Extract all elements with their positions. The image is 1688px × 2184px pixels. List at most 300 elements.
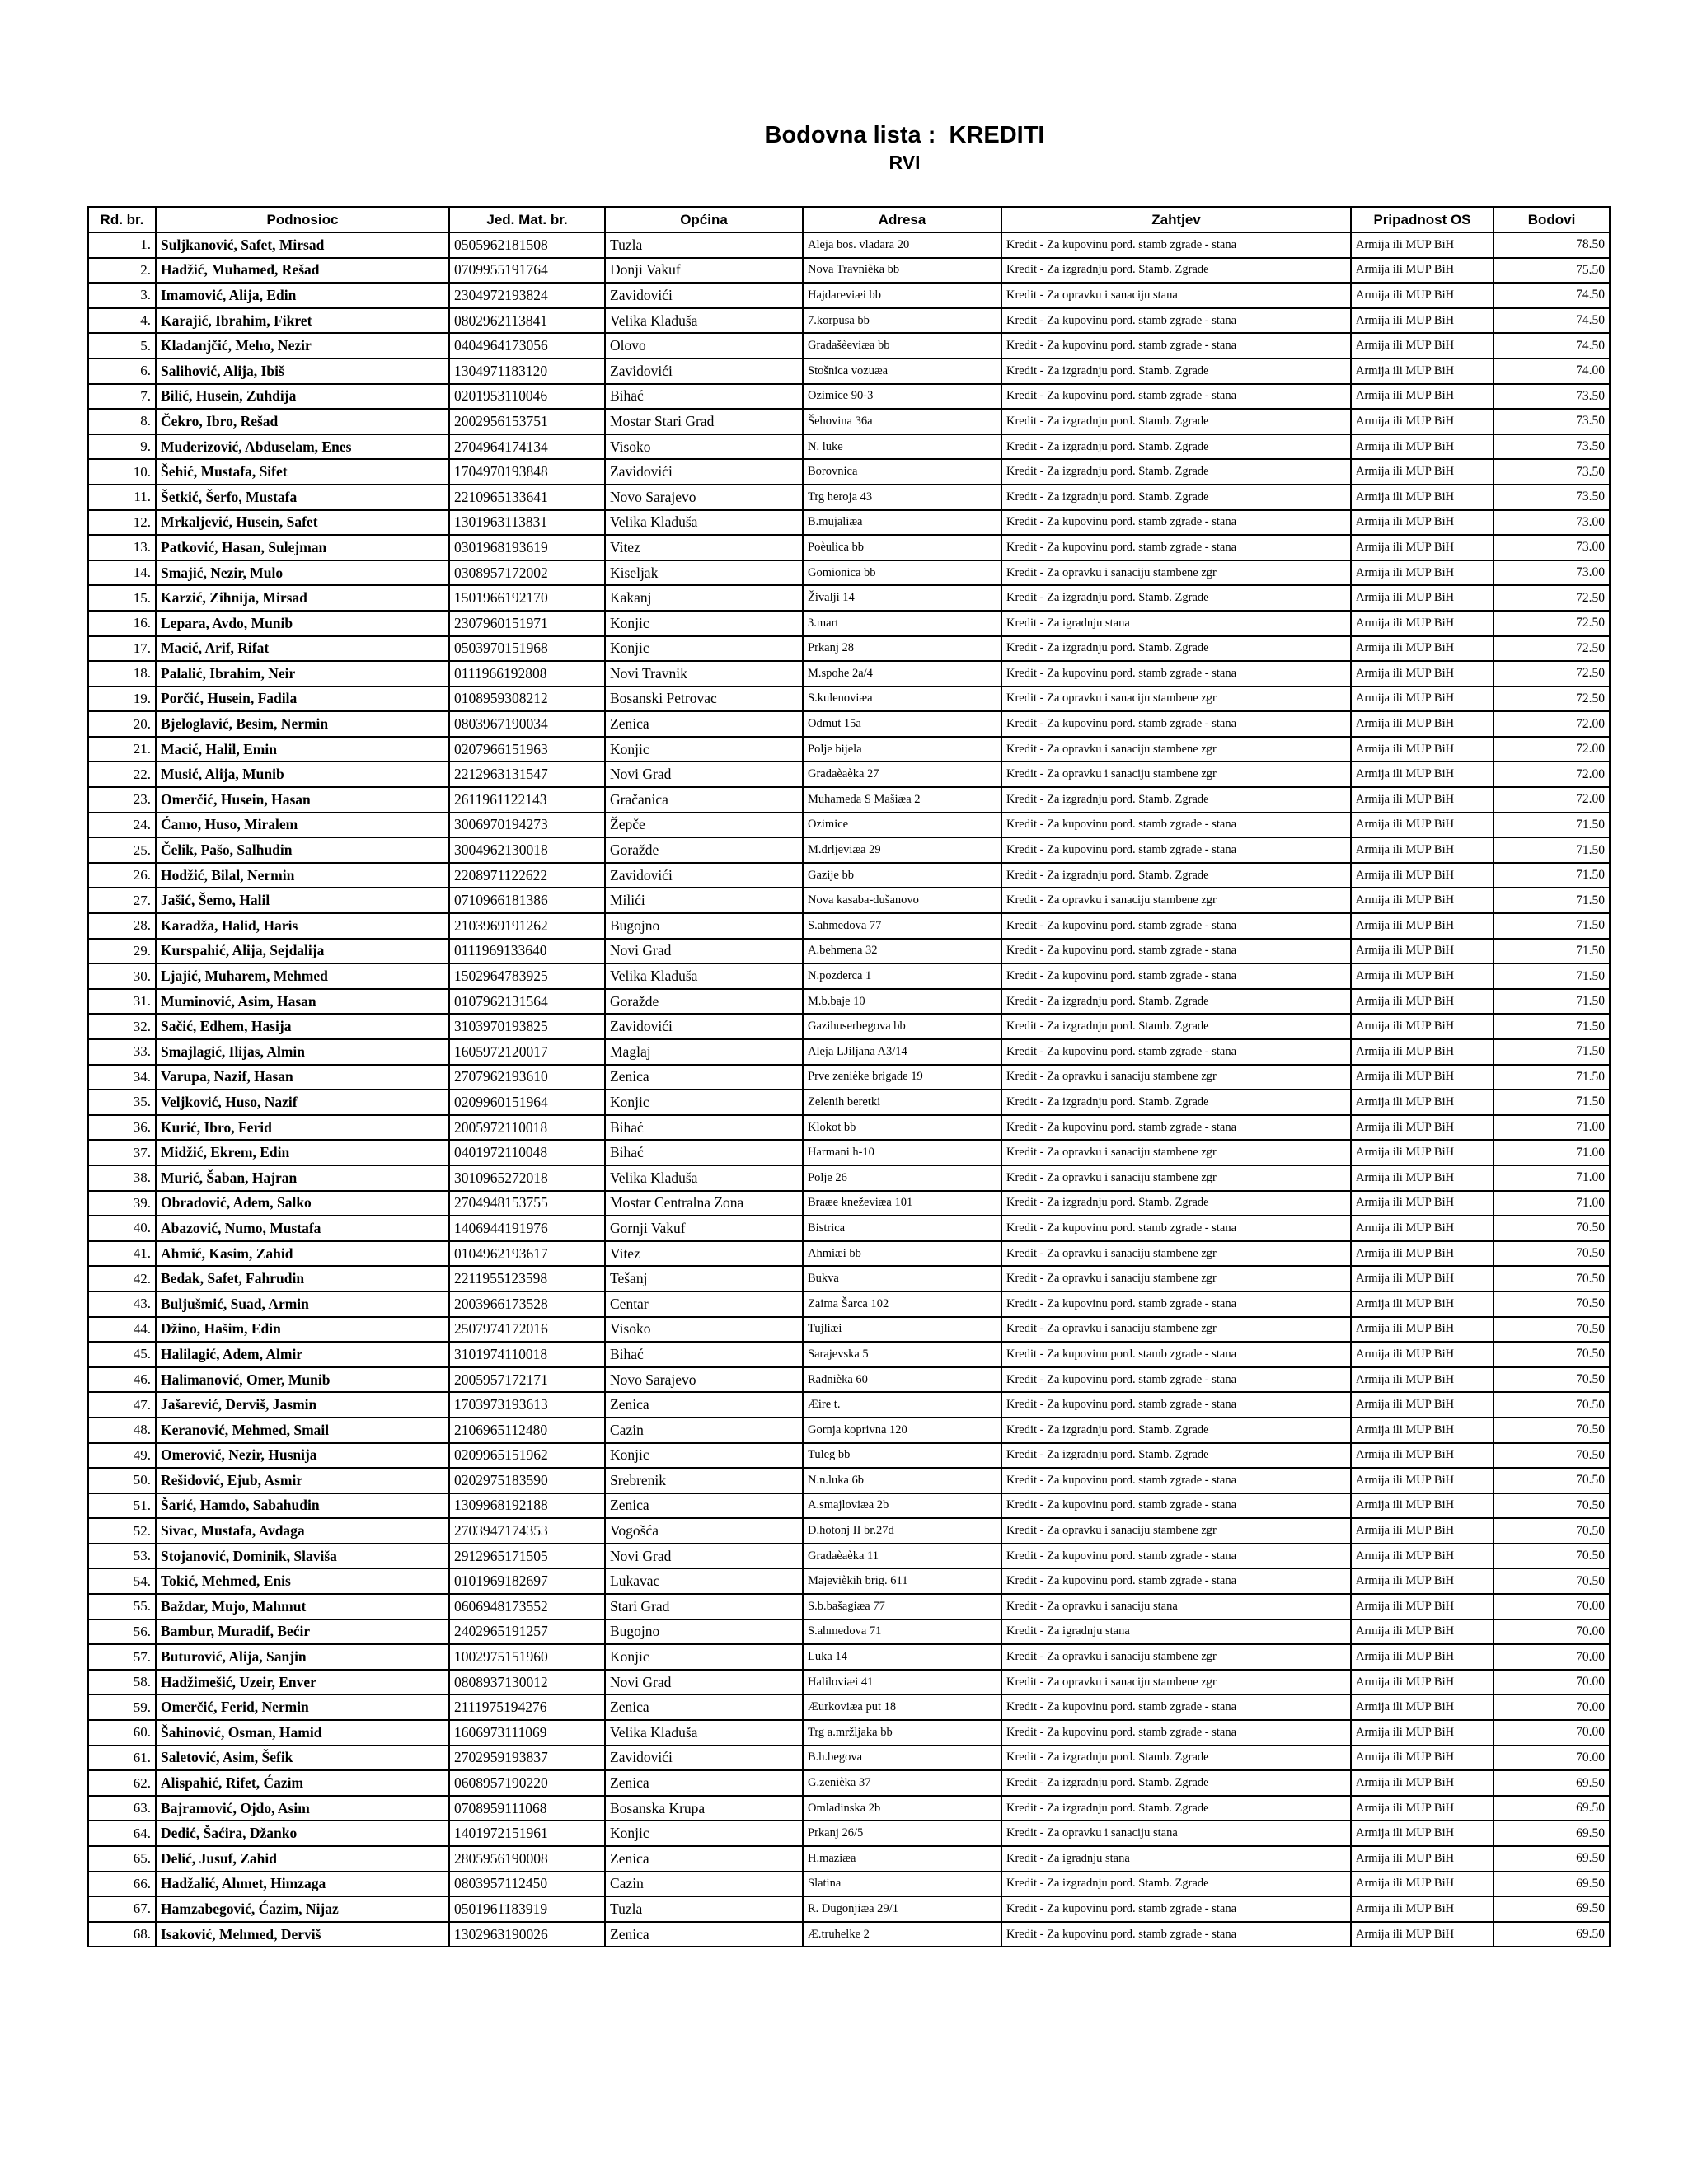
applicant-name-cell: Keranović, Mehmed, Smail: [156, 1418, 449, 1443]
municipality-cell: Olovo: [605, 333, 803, 359]
affiliation-cell: Armija ili MUP BiH: [1351, 1694, 1493, 1720]
applicant-name-cell: Sivac, Mustafa, Avdaga: [156, 1518, 449, 1544]
request-cell: Kredit - Za kupovinu pord. stamb zgrade - stana: [1001, 1694, 1351, 1720]
jmb-number-cell: 0104962193617: [449, 1241, 605, 1267]
table-row: [88, 1720, 1610, 1746]
row-number-cell: 16.: [88, 611, 156, 636]
table-row: [88, 661, 1610, 687]
applicant-name-cell: Halilagić, Adem, Almir: [156, 1342, 449, 1367]
address-cell: Aleja LJiljana A3/14: [803, 1039, 1001, 1065]
applicant-name-cell: Omerčić, Husein, Hasan: [156, 787, 449, 813]
points-cell: 73.50: [1493, 384, 1610, 410]
municipality-cell: Konjic: [605, 737, 803, 762]
jmb-number-cell: 3006970194273: [449, 813, 605, 838]
request-cell: Kredit - Za kupovinu pord. stamb zgrade - stana: [1001, 1039, 1351, 1065]
points-cell: 74.50: [1493, 308, 1610, 334]
jmb-number-cell: 2307960151971: [449, 611, 605, 636]
address-cell: Prve zenièke brigade 19: [803, 1065, 1001, 1090]
address-cell: Radnièka 60: [803, 1367, 1001, 1393]
points-cell: 71.00: [1493, 1140, 1610, 1165]
address-cell: Ozimice: [803, 813, 1001, 838]
table-row: [88, 1770, 1610, 1796]
request-cell: Kredit - Za izgradnju pord. Stamb. Zgrade: [1001, 863, 1351, 888]
municipality-cell: Bugojno: [605, 1619, 803, 1645]
request-cell: Kredit - Za kupovinu pord. stamb zgrade - stana: [1001, 1896, 1351, 1922]
points-cell: 69.50: [1493, 1872, 1610, 1897]
jmb-number-cell: 1002975151960: [449, 1644, 605, 1670]
request-cell: Kredit - Za kupovinu pord. stamb zgrade - stana: [1001, 711, 1351, 737]
table-row: [88, 1746, 1610, 1771]
jmb-number-cell: 1704970193848: [449, 459, 605, 485]
applicant-name-cell: Jašić, Šemo, Halil: [156, 888, 449, 913]
table-row: [88, 1922, 1610, 1947]
table-row: [88, 258, 1610, 284]
points-cell: 72.00: [1493, 762, 1610, 787]
applicant-name-cell: Kurić, Ibro, Ferid: [156, 1115, 449, 1141]
request-cell: Kredit - Za kupovinu pord. stamb zgrade - stana: [1001, 913, 1351, 939]
applicant-name-cell: Bajramović, Ojdo, Asim: [156, 1796, 449, 1821]
jmb-number-cell: 0401972110048: [449, 1140, 605, 1165]
points-cell: 71.50: [1493, 1039, 1610, 1065]
table-row: [88, 1644, 1610, 1670]
municipality-cell: Zenica: [605, 1694, 803, 1720]
municipality-cell: Zavidovići: [605, 283, 803, 308]
affiliation-cell: Armija ili MUP BiH: [1351, 1846, 1493, 1872]
applicant-name-cell: Porčić, Husein, Fadila: [156, 687, 449, 712]
row-number-cell: 64.: [88, 1821, 156, 1846]
table-row: [88, 1014, 1610, 1039]
applicant-name-cell: Karzić, Zihnija, Mirsad: [156, 585, 449, 611]
address-cell: Æire t.: [803, 1392, 1001, 1418]
affiliation-cell: Armija ili MUP BiH: [1351, 963, 1493, 989]
applicant-name-cell: Veljković, Huso, Nazif: [156, 1090, 449, 1115]
row-number-cell: 68.: [88, 1922, 156, 1947]
address-cell: Omladinska 2b: [803, 1796, 1001, 1821]
points-cell: 75.50: [1493, 258, 1610, 284]
jmb-number-cell: 0301968193619: [449, 535, 605, 560]
applicant-name-cell: Ćamo, Huso, Miralem: [156, 813, 449, 838]
row-number-cell: 31.: [88, 989, 156, 1015]
affiliation-cell: Armija ili MUP BiH: [1351, 837, 1493, 863]
jmb-number-cell: 2005957172171: [449, 1367, 605, 1393]
row-number-cell: 61.: [88, 1746, 156, 1771]
affiliation-cell: Armija ili MUP BiH: [1351, 1443, 1493, 1469]
row-number-cell: 59.: [88, 1694, 156, 1720]
affiliation-cell: Armija ili MUP BiH: [1351, 687, 1493, 712]
address-cell: Trg heroja 43: [803, 485, 1001, 510]
address-cell: N.pozderca 1: [803, 963, 1001, 989]
applicant-name-cell: Bambur, Muradif, Bećir: [156, 1619, 449, 1645]
affiliation-cell: Armija ili MUP BiH: [1351, 1165, 1493, 1191]
request-cell: Kredit - Za kupovinu pord. stamb zgrade - stana: [1001, 1468, 1351, 1493]
table-row: [88, 913, 1610, 939]
municipality-cell: Bihać: [605, 1342, 803, 1367]
column-header-podnosioc: Podnosioc: [156, 207, 449, 232]
points-cell: 71.50: [1493, 863, 1610, 888]
request-cell: Kredit - Za izgradnju pord. Stamb. Zgrade: [1001, 989, 1351, 1015]
address-cell: Šehovina 36a: [803, 409, 1001, 434]
address-cell: Harmani h-10: [803, 1140, 1001, 1165]
applicant-name-cell: Abazović, Numo, Mustafa: [156, 1216, 449, 1241]
affiliation-cell: Armija ili MUP BiH: [1351, 1896, 1493, 1922]
row-number-cell: 45.: [88, 1342, 156, 1367]
jmb-number-cell: 0209965151962: [449, 1443, 605, 1469]
address-cell: Klokot bb: [803, 1115, 1001, 1141]
table-row: [88, 636, 1610, 662]
jmb-number-cell: 1703973193613: [449, 1392, 605, 1418]
points-cell: 72.00: [1493, 787, 1610, 813]
row-number-cell: 43.: [88, 1291, 156, 1317]
row-number-cell: 1.: [88, 232, 156, 258]
affiliation-cell: Armija ili MUP BiH: [1351, 1468, 1493, 1493]
applicant-name-cell: Hadžimešić, Uzeir, Enver: [156, 1670, 449, 1695]
points-cell: 70.50: [1493, 1493, 1610, 1519]
request-cell: Kredit - Za kupovinu pord. stamb zgrade - stana: [1001, 1544, 1351, 1569]
request-cell: Kredit - Za izgradnju pord. Stamb. Zgrade: [1001, 1796, 1351, 1821]
jmb-number-cell: 0803967190034: [449, 711, 605, 737]
row-number-cell: 9.: [88, 434, 156, 460]
row-number-cell: 50.: [88, 1468, 156, 1493]
request-cell: Kredit - Za kupovinu pord. stamb zgrade - stana: [1001, 384, 1351, 410]
table-row: [88, 359, 1610, 384]
table-row: [88, 687, 1610, 712]
jmb-number-cell: 2703947174353: [449, 1518, 605, 1544]
request-cell: Kredit - Za opravku i sanaciju stambene zgr: [1001, 1670, 1351, 1695]
table-row: [88, 1468, 1610, 1493]
jmb-number-cell: 2210965133641: [449, 485, 605, 510]
affiliation-cell: Armija ili MUP BiH: [1351, 459, 1493, 485]
points-cell: 71.50: [1493, 939, 1610, 964]
municipality-cell: Velika Kladuša: [605, 308, 803, 334]
request-cell: Kredit - Za opravku i sanaciju stambene zgr: [1001, 560, 1351, 586]
request-cell: Kredit - Za izgradnju pord. Stamb. Zgrade: [1001, 258, 1351, 284]
municipality-cell: Lukavac: [605, 1568, 803, 1594]
affiliation-cell: Armija ili MUP BiH: [1351, 384, 1493, 410]
jmb-number-cell: 2611961122143: [449, 787, 605, 813]
municipality-cell: Cazin: [605, 1872, 803, 1897]
table-row: [88, 1115, 1610, 1141]
applicant-name-cell: Lepara, Avdo, Munib: [156, 611, 449, 636]
request-cell: Kredit - Za igradnju stana: [1001, 611, 1351, 636]
municipality-cell: Donji Vakuf: [605, 258, 803, 284]
table-row: [88, 1568, 1610, 1594]
jmb-number-cell: 2212963131547: [449, 762, 605, 787]
request-cell: Kredit - Za opravku i sanaciju stambene zgr: [1001, 762, 1351, 787]
request-cell: Kredit - Za opravku i sanaciju stambene zgr: [1001, 737, 1351, 762]
applicant-name-cell: Murić, Šaban, Hajran: [156, 1165, 449, 1191]
points-cell: 69.50: [1493, 1796, 1610, 1821]
municipality-cell: Bihać: [605, 1115, 803, 1141]
address-cell: Ahmiæi bb: [803, 1241, 1001, 1267]
applicant-name-cell: Palalić, Ibrahim, Neir: [156, 661, 449, 687]
affiliation-cell: Armija ili MUP BiH: [1351, 813, 1493, 838]
points-cell: 70.50: [1493, 1392, 1610, 1418]
column-header-zahtjev: Zahtjev: [1001, 207, 1351, 232]
row-number-cell: 4.: [88, 308, 156, 334]
jmb-number-cell: 3004962130018: [449, 837, 605, 863]
address-cell: G.zenièka 37: [803, 1770, 1001, 1796]
jmb-number-cell: 0802962113841: [449, 308, 605, 334]
column-header-jmb: Jed. Mat. br.: [449, 207, 605, 232]
row-number-cell: 19.: [88, 687, 156, 712]
points-cell: 70.50: [1493, 1216, 1610, 1241]
request-cell: Kredit - Za kupovinu pord. stamb zgrade - stana: [1001, 1342, 1351, 1367]
applicant-name-cell: Macić, Halil, Emin: [156, 737, 449, 762]
applicant-name-cell: Macić, Arif, Rifat: [156, 636, 449, 662]
address-cell: A.smajloviæa 2b: [803, 1493, 1001, 1519]
points-cell: 70.50: [1493, 1568, 1610, 1594]
table-row: [88, 1796, 1610, 1821]
jmb-number-cell: 0803957112450: [449, 1872, 605, 1897]
jmb-number-cell: 2002956153751: [449, 409, 605, 434]
jmb-number-cell: 0207966151963: [449, 737, 605, 762]
address-cell: Stošnica vozuæa: [803, 359, 1001, 384]
applicant-name-cell: Čelik, Pašo, Salhudin: [156, 837, 449, 863]
applicant-name-cell: Baždar, Mujo, Mahmut: [156, 1594, 449, 1619]
municipality-cell: Konjic: [605, 1090, 803, 1115]
jmb-number-cell: 1302963190026: [449, 1922, 605, 1947]
points-cell: 73.00: [1493, 535, 1610, 560]
table-row: [88, 1367, 1610, 1393]
municipality-cell: Bugojno: [605, 913, 803, 939]
points-cell: 70.50: [1493, 1241, 1610, 1267]
row-number-cell: 63.: [88, 1796, 156, 1821]
points-cell: 74.00: [1493, 359, 1610, 384]
applicant-name-cell: Obradović, Adem, Salko: [156, 1191, 449, 1216]
points-cell: 71.50: [1493, 963, 1610, 989]
points-cell: 70.00: [1493, 1619, 1610, 1645]
points-cell: 70.50: [1493, 1443, 1610, 1469]
address-cell: M.b.baje 10: [803, 989, 1001, 1015]
applicant-name-cell: Halimanović, Omer, Munib: [156, 1367, 449, 1393]
affiliation-cell: Armija ili MUP BiH: [1351, 485, 1493, 510]
jmb-number-cell: 0404964173056: [449, 333, 605, 359]
table-row: [88, 837, 1610, 863]
jmb-number-cell: 0503970151968: [449, 636, 605, 662]
points-cell: 71.50: [1493, 1065, 1610, 1090]
row-number-cell: 5.: [88, 333, 156, 359]
address-cell: S.ahmedova 77: [803, 913, 1001, 939]
affiliation-cell: Armija ili MUP BiH: [1351, 762, 1493, 787]
municipality-cell: Zenica: [605, 1392, 803, 1418]
address-cell: S.ahmedova 71: [803, 1619, 1001, 1645]
address-cell: Gornja koprivna 120: [803, 1418, 1001, 1443]
jmb-number-cell: 1606973111069: [449, 1720, 605, 1746]
municipality-cell: Zenica: [605, 1922, 803, 1947]
municipality-cell: Visoko: [605, 434, 803, 460]
row-number-cell: 54.: [88, 1568, 156, 1594]
affiliation-cell: Armija ili MUP BiH: [1351, 1922, 1493, 1947]
address-cell: 7.korpusa bb: [803, 308, 1001, 334]
address-cell: Zelenih beretki: [803, 1090, 1001, 1115]
applicant-name-cell: Saletović, Asim, Šefik: [156, 1746, 449, 1771]
jmb-number-cell: 1502964783925: [449, 963, 605, 989]
row-number-cell: 58.: [88, 1670, 156, 1695]
jmb-number-cell: 3103970193825: [449, 1014, 605, 1039]
request-cell: Kredit - Za kupovinu pord. stamb zgrade - stana: [1001, 1115, 1351, 1141]
request-cell: Kredit - Za izgradnju pord. Stamb. Zgrade: [1001, 434, 1351, 460]
jmb-number-cell: 2111975194276: [449, 1694, 605, 1720]
affiliation-cell: Armija ili MUP BiH: [1351, 1594, 1493, 1619]
table-row: [88, 485, 1610, 510]
affiliation-cell: Armija ili MUP BiH: [1351, 1493, 1493, 1519]
request-cell: Kredit - Za izgradnju pord. Stamb. Zgrade: [1001, 459, 1351, 485]
table-row: [88, 1896, 1610, 1922]
request-cell: Kredit - Za opravku i sanaciju stambene zgr: [1001, 1140, 1351, 1165]
jmb-number-cell: 1406944191976: [449, 1216, 605, 1241]
row-number-cell: 35.: [88, 1090, 156, 1115]
affiliation-cell: Armija ili MUP BiH: [1351, 1342, 1493, 1367]
request-cell: Kredit - Za kupovinu pord. stamb zgrade - stana: [1001, 333, 1351, 359]
address-cell: Haliloviæi 41: [803, 1670, 1001, 1695]
address-cell: Æurkoviæa put 18: [803, 1694, 1001, 1720]
request-cell: Kredit - Za kupovinu pord. stamb zgrade - stana: [1001, 1568, 1351, 1594]
address-cell: Majevièkih brig. 611: [803, 1568, 1001, 1594]
table-body: [88, 232, 1610, 1947]
jmb-number-cell: 0608957190220: [449, 1770, 605, 1796]
jmb-number-cell: 2211955123598: [449, 1266, 605, 1291]
table-row: [88, 888, 1610, 913]
points-cell: 74.50: [1493, 283, 1610, 308]
row-number-cell: 65.: [88, 1846, 156, 1872]
municipality-cell: Zenica: [605, 1846, 803, 1872]
jmb-number-cell: 0505962181508: [449, 232, 605, 258]
affiliation-cell: Armija ili MUP BiH: [1351, 737, 1493, 762]
row-number-cell: 17.: [88, 636, 156, 662]
municipality-cell: Zenica: [605, 1770, 803, 1796]
table-row: [88, 787, 1610, 813]
points-cell: 70.00: [1493, 1670, 1610, 1695]
applicant-name-cell: Suljkanović, Safet, Mirsad: [156, 232, 449, 258]
address-cell: Tuleg bb: [803, 1443, 1001, 1469]
applicant-name-cell: Šahinović, Osman, Hamid: [156, 1720, 449, 1746]
applicant-name-cell: Stojanović, Dominik, Slaviša: [156, 1544, 449, 1569]
address-cell: Gradaèaèka 27: [803, 762, 1001, 787]
request-cell: Kredit - Za opravku i sanaciju stambene zgr: [1001, 1241, 1351, 1267]
points-cell: 71.50: [1493, 888, 1610, 913]
request-cell: Kredit - Za kupovinu pord. stamb zgrade - stana: [1001, 837, 1351, 863]
row-number-cell: 66.: [88, 1872, 156, 1897]
applicant-name-cell: Kladanjčić, Meho, Nezir: [156, 333, 449, 359]
row-number-cell: 40.: [88, 1216, 156, 1241]
affiliation-cell: Armija ili MUP BiH: [1351, 1291, 1493, 1317]
points-cell: 73.00: [1493, 560, 1610, 586]
jmb-number-cell: 0107962131564: [449, 989, 605, 1015]
jmb-number-cell: 1304971183120: [449, 359, 605, 384]
jmb-number-cell: 2003966173528: [449, 1291, 605, 1317]
row-number-cell: 48.: [88, 1418, 156, 1443]
points-cell: 70.00: [1493, 1594, 1610, 1619]
address-cell: Hajdareviæi bb: [803, 283, 1001, 308]
request-cell: Kredit - Za izgradnju pord. Stamb. Zgrade: [1001, 1443, 1351, 1469]
row-number-cell: 67.: [88, 1896, 156, 1922]
table-row: [88, 1594, 1610, 1619]
affiliation-cell: Armija ili MUP BiH: [1351, 1644, 1493, 1670]
applicant-name-cell: Sačić, Edhem, Hasija: [156, 1014, 449, 1039]
address-cell: 3.mart: [803, 611, 1001, 636]
municipality-cell: Maglaj: [605, 1039, 803, 1065]
column-header-rd-br: Rd. br.: [88, 207, 156, 232]
table-row: [88, 711, 1610, 737]
municipality-cell: Konjic: [605, 1644, 803, 1670]
jmb-number-cell: 2507974172016: [449, 1317, 605, 1343]
applicant-name-cell: Omerović, Nezir, Husnija: [156, 1443, 449, 1469]
address-cell: Poèulica bb: [803, 535, 1001, 560]
address-cell: Polje 26: [803, 1165, 1001, 1191]
row-number-cell: 30.: [88, 963, 156, 989]
municipality-cell: Konjic: [605, 636, 803, 662]
request-cell: Kredit - Za opravku i sanaciju stana: [1001, 283, 1351, 308]
points-cell: 70.00: [1493, 1746, 1610, 1771]
affiliation-cell: Armija ili MUP BiH: [1351, 333, 1493, 359]
row-number-cell: 11.: [88, 485, 156, 510]
municipality-cell: Zavidovići: [605, 863, 803, 888]
points-cell: 74.50: [1493, 333, 1610, 359]
points-cell: 70.00: [1493, 1644, 1610, 1670]
jmb-number-cell: 1401972151961: [449, 1821, 605, 1846]
request-cell: Kredit - Za kupovinu pord. stamb zgrade - stana: [1001, 510, 1351, 536]
row-number-cell: 51.: [88, 1493, 156, 1519]
row-number-cell: 10.: [88, 459, 156, 485]
affiliation-cell: Armija ili MUP BiH: [1351, 1065, 1493, 1090]
affiliation-cell: Armija ili MUP BiH: [1351, 1090, 1493, 1115]
applicant-name-cell: Musić, Alija, Munib: [156, 762, 449, 787]
jmb-number-cell: 1605972120017: [449, 1039, 605, 1065]
address-cell: Gazije bb: [803, 863, 1001, 888]
table-row: [88, 737, 1610, 762]
points-cell: 78.50: [1493, 232, 1610, 258]
jmb-number-cell: 2704948153755: [449, 1191, 605, 1216]
request-cell: Kredit - Za igradnju stana: [1001, 1619, 1351, 1645]
column-header-adresa: Adresa: [803, 207, 1001, 232]
points-cell: 73.50: [1493, 485, 1610, 510]
points-cell: 70.00: [1493, 1694, 1610, 1720]
points-cell: 72.50: [1493, 611, 1610, 636]
jmb-number-cell: 2103969191262: [449, 913, 605, 939]
jmb-number-cell: 0710966181386: [449, 888, 605, 913]
affiliation-cell: Armija ili MUP BiH: [1351, 1367, 1493, 1393]
row-number-cell: 3.: [88, 283, 156, 308]
municipality-cell: Gračanica: [605, 787, 803, 813]
address-cell: Gradašèeviæa bb: [803, 333, 1001, 359]
row-number-cell: 20.: [88, 711, 156, 737]
row-number-cell: 36.: [88, 1115, 156, 1141]
request-cell: Kredit - Za kupovinu pord. stamb zgrade - stana: [1001, 939, 1351, 964]
jmb-number-cell: 0209960151964: [449, 1090, 605, 1115]
address-cell: Sarajevska 5: [803, 1342, 1001, 1367]
municipality-cell: Zavidovići: [605, 1746, 803, 1771]
table-row: [88, 939, 1610, 964]
row-number-cell: 6.: [88, 359, 156, 384]
affiliation-cell: Armija ili MUP BiH: [1351, 1872, 1493, 1897]
municipality-cell: Velika Kladuša: [605, 963, 803, 989]
points-cell: 72.50: [1493, 661, 1610, 687]
points-cell: 73.00: [1493, 510, 1610, 536]
table-row: [88, 611, 1610, 636]
row-number-cell: 39.: [88, 1191, 156, 1216]
applicant-name-cell: Šarić, Hamdo, Sabahudin: [156, 1493, 449, 1519]
municipality-cell: Bihać: [605, 384, 803, 410]
request-cell: Kredit - Za kupovinu pord. stamb zgrade - stana: [1001, 535, 1351, 560]
table-row: [88, 1140, 1610, 1165]
table-row: [88, 1418, 1610, 1443]
row-number-cell: 55.: [88, 1594, 156, 1619]
table-row: [88, 434, 1610, 460]
row-number-cell: 37.: [88, 1140, 156, 1165]
table-row: [88, 1619, 1610, 1645]
address-cell: Tujliæi: [803, 1317, 1001, 1343]
affiliation-cell: Armija ili MUP BiH: [1351, 1518, 1493, 1544]
